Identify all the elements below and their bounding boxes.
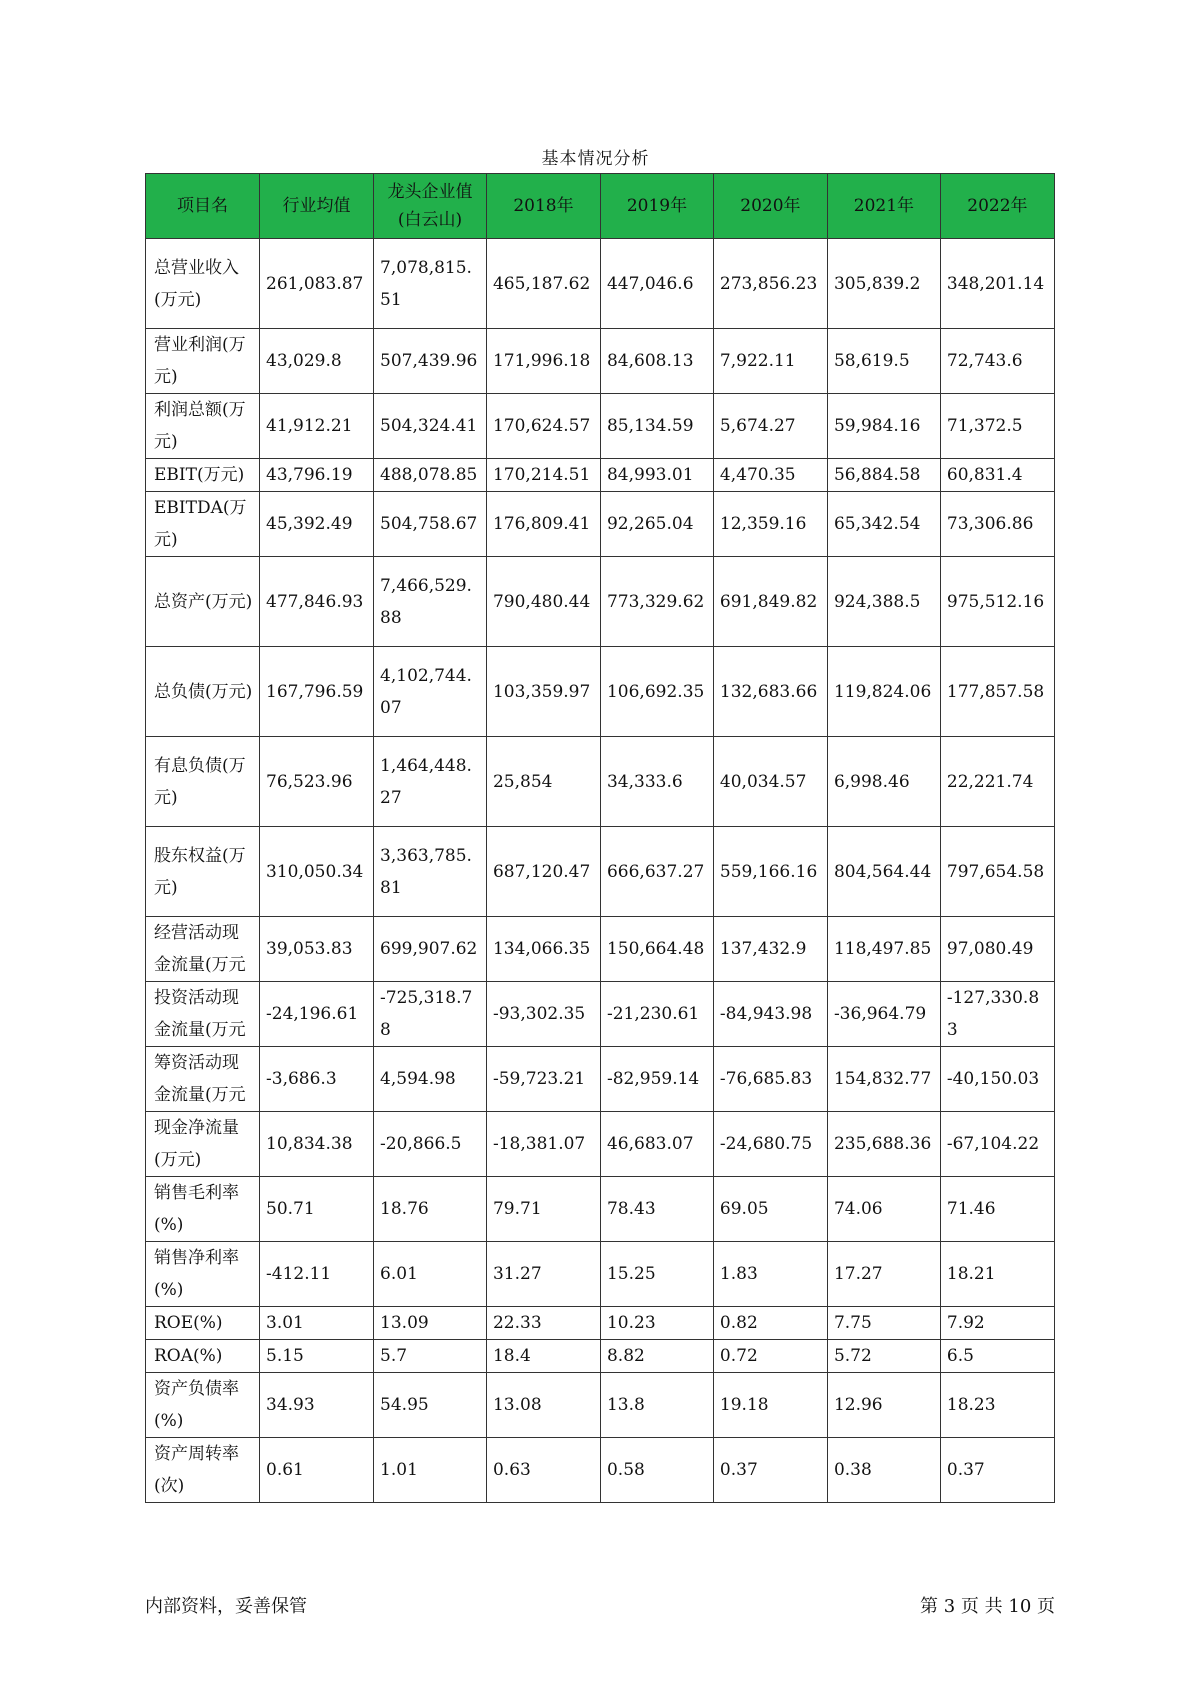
row-value-cell: 18.76	[374, 1177, 487, 1242]
row-value-cell: 65,342.54	[827, 492, 940, 557]
row-value-cell: 3.01	[260, 1307, 374, 1340]
row-value-cell: -40,150.03	[940, 1047, 1054, 1112]
row-value-cell: 31.27	[486, 1242, 600, 1307]
row-value-cell: 19.18	[713, 1373, 827, 1438]
row-value-cell: 687,120.47	[486, 827, 600, 917]
row-value-cell: 261,083.87	[260, 239, 374, 329]
row-item-name: EBITDA(万元)	[146, 492, 260, 557]
row-value-cell: 7.75	[827, 1307, 940, 1340]
row-value-cell: 559,166.16	[713, 827, 827, 917]
table-header-row	[146, 174, 1055, 239]
row-value-cell: 119,824.06	[827, 647, 940, 737]
row-value-cell: 4,102,744.07	[374, 647, 487, 737]
table-row	[146, 827, 1055, 917]
row-value-cell: 0.38	[827, 1438, 940, 1503]
table-row	[146, 982, 1055, 1047]
row-value-cell: 60,831.4	[940, 459, 1054, 492]
row-value-cell: 235,688.36	[827, 1112, 940, 1177]
row-value-cell: -412.11	[260, 1242, 374, 1307]
header-year-2020: 2020年	[713, 174, 827, 239]
row-value-cell: 804,564.44	[827, 827, 940, 917]
row-value-cell: 504,758.67	[374, 492, 487, 557]
row-value-cell: 41,912.21	[260, 394, 374, 459]
row-value-cell: 0.58	[600, 1438, 713, 1503]
row-value-cell: 34.93	[260, 1373, 374, 1438]
row-item-name: 总营业收入(万元)	[146, 239, 260, 329]
header-item-name: 项目名	[146, 174, 260, 239]
row-value-cell: 25,854	[486, 737, 600, 827]
row-value-cell: 1.01	[374, 1438, 487, 1503]
row-value-cell: 106,692.35	[600, 647, 713, 737]
row-value-cell: 477,846.93	[260, 557, 374, 647]
row-item-name: 资产负债率(%)	[146, 1373, 260, 1438]
row-value-cell: 54.95	[374, 1373, 487, 1438]
row-value-cell: 18.4	[486, 1340, 600, 1373]
row-value-cell: 6.01	[374, 1242, 487, 1307]
row-value-cell: 171,996.18	[486, 329, 600, 394]
row-value-cell: 4,594.98	[374, 1047, 487, 1112]
row-value-cell: 39,053.83	[260, 917, 374, 982]
row-value-cell: 13.08	[486, 1373, 600, 1438]
row-item-name: 销售毛利率(%)	[146, 1177, 260, 1242]
row-value-cell: 137,432.9	[713, 917, 827, 982]
row-value-cell: 0.72	[713, 1340, 827, 1373]
row-value-cell: 43,796.19	[260, 459, 374, 492]
row-value-cell: 8.82	[600, 1340, 713, 1373]
row-value-cell: 18.21	[940, 1242, 1054, 1307]
row-value-cell: 691,849.82	[713, 557, 827, 647]
row-value-cell: 69.05	[713, 1177, 827, 1242]
row-value-cell: 0.37	[713, 1438, 827, 1503]
row-item-name: 筹资活动现金流量(万元	[146, 1047, 260, 1112]
row-value-cell: 348,201.14	[940, 239, 1054, 329]
row-item-name: 营业利润(万元)	[146, 329, 260, 394]
row-value-cell: 507,439.96	[374, 329, 487, 394]
row-item-name: EBIT(万元)	[146, 459, 260, 492]
row-value-cell: 7,078,815.51	[374, 239, 487, 329]
row-value-cell: 3,363,785.81	[374, 827, 487, 917]
header-year-2019: 2019年	[600, 174, 713, 239]
row-value-cell: 12,359.16	[713, 492, 827, 557]
row-value-cell: 273,856.23	[713, 239, 827, 329]
row-value-cell: 71.46	[940, 1177, 1054, 1242]
row-item-name: ROA(%)	[146, 1340, 260, 1373]
row-value-cell: 50.71	[260, 1177, 374, 1242]
row-value-cell: 924,388.5	[827, 557, 940, 647]
row-value-cell: 79.71	[486, 1177, 600, 1242]
row-item-name: 股东权益(万元)	[146, 827, 260, 917]
row-value-cell: 447,046.6	[600, 239, 713, 329]
row-value-cell: 15.25	[600, 1242, 713, 1307]
table-row	[146, 1112, 1055, 1177]
row-value-cell: 5.15	[260, 1340, 374, 1373]
row-value-cell: 5,674.27	[713, 394, 827, 459]
row-value-cell: 5.72	[827, 1340, 940, 1373]
row-value-cell: 43,029.8	[260, 329, 374, 394]
row-value-cell: 13.8	[600, 1373, 713, 1438]
row-value-cell: 132,683.66	[713, 647, 827, 737]
row-value-cell: 58,619.5	[827, 329, 940, 394]
table-row	[146, 459, 1055, 492]
row-value-cell: -76,685.83	[713, 1047, 827, 1112]
row-value-cell: 699,907.62	[374, 917, 487, 982]
table-row	[146, 557, 1055, 647]
table-row	[146, 239, 1055, 329]
row-value-cell: -24,196.61	[260, 982, 374, 1047]
row-value-cell: 154,832.77	[827, 1047, 940, 1112]
row-value-cell: 45,392.49	[260, 492, 374, 557]
row-value-cell: 310,050.34	[260, 827, 374, 917]
row-value-cell: 6,998.46	[827, 737, 940, 827]
row-value-cell: 56,884.58	[827, 459, 940, 492]
page-number: 第 3 页 共 10 页	[920, 1596, 1055, 1617]
row-value-cell: 1,464,448.27	[374, 737, 487, 827]
table-row	[146, 1047, 1055, 1112]
table-row	[146, 647, 1055, 737]
row-value-cell: 975,512.16	[940, 557, 1054, 647]
row-value-cell: 71,372.5	[940, 394, 1054, 459]
row-value-cell: -127,330.83	[940, 982, 1054, 1047]
row-value-cell: 22,221.74	[940, 737, 1054, 827]
row-value-cell: 797,654.58	[940, 827, 1054, 917]
table-row	[146, 1373, 1055, 1438]
table-row	[146, 1177, 1055, 1242]
row-value-cell: 150,664.48	[600, 917, 713, 982]
financial-analysis-table	[145, 173, 1055, 1503]
table-row	[146, 1307, 1055, 1340]
row-value-cell: -67,104.22	[940, 1112, 1054, 1177]
row-value-cell: -59,723.21	[486, 1047, 600, 1112]
row-value-cell: -725,318.78	[374, 982, 487, 1047]
row-value-cell: 773,329.62	[600, 557, 713, 647]
row-value-cell: 465,187.62	[486, 239, 600, 329]
row-item-name: 利润总额(万元)	[146, 394, 260, 459]
row-value-cell: 0.63	[486, 1438, 600, 1503]
row-value-cell: 0.37	[940, 1438, 1054, 1503]
row-value-cell: 305,839.2	[827, 239, 940, 329]
row-item-name: 总资产(万元)	[146, 557, 260, 647]
row-value-cell: 170,214.51	[486, 459, 600, 492]
table-row	[146, 1340, 1055, 1373]
row-item-name: 投资活动现金流量(万元	[146, 982, 260, 1047]
row-value-cell: -36,964.79	[827, 982, 940, 1047]
table-row	[146, 917, 1055, 982]
row-value-cell: 12.96	[827, 1373, 940, 1438]
row-value-cell: 34,333.6	[600, 737, 713, 827]
row-value-cell: 1.83	[713, 1242, 827, 1307]
row-value-cell: 18.23	[940, 1373, 1054, 1438]
row-value-cell: 7,466,529.88	[374, 557, 487, 647]
table-body	[146, 239, 1055, 1503]
row-value-cell: 0.82	[713, 1307, 827, 1340]
row-item-name: 有息负债(万元)	[146, 737, 260, 827]
row-value-cell: 84,608.13	[600, 329, 713, 394]
row-value-cell: 167,796.59	[260, 647, 374, 737]
row-value-cell: 74.06	[827, 1177, 940, 1242]
row-value-cell: -84,943.98	[713, 982, 827, 1047]
row-value-cell: 118,497.85	[827, 917, 940, 982]
row-value-cell: -93,302.35	[486, 982, 600, 1047]
row-value-cell: 97,080.49	[940, 917, 1054, 982]
row-value-cell: 73,306.86	[940, 492, 1054, 557]
table-row	[146, 1242, 1055, 1307]
row-item-name: ROE(%)	[146, 1307, 260, 1340]
row-item-name: 经营活动现金流量(万元	[146, 917, 260, 982]
header-year-2018: 2018年	[486, 174, 600, 239]
row-value-cell: 10,834.38	[260, 1112, 374, 1177]
table-row	[146, 492, 1055, 557]
row-value-cell: 790,480.44	[486, 557, 600, 647]
header-year-2022: 2022年	[940, 174, 1054, 239]
row-value-cell: -82,959.14	[600, 1047, 713, 1112]
row-value-cell: 72,743.6	[940, 329, 1054, 394]
row-value-cell: 176,809.41	[486, 492, 600, 557]
table-row	[146, 394, 1055, 459]
row-item-name: 资产周转率(次)	[146, 1438, 260, 1503]
row-value-cell: 78.43	[600, 1177, 713, 1242]
row-item-name: 总负债(万元)	[146, 647, 260, 737]
row-value-cell: 0.61	[260, 1438, 374, 1503]
header-industry-average: 行业均值	[260, 174, 374, 239]
table-row	[146, 1438, 1055, 1503]
row-value-cell: -24,680.75	[713, 1112, 827, 1177]
row-value-cell: 7.92	[940, 1307, 1054, 1340]
row-value-cell: 666,637.27	[600, 827, 713, 917]
row-value-cell: 504,324.41	[374, 394, 487, 459]
row-value-cell: 59,984.16	[827, 394, 940, 459]
row-item-name: 销售净利率(%)	[146, 1242, 260, 1307]
table-row	[146, 737, 1055, 827]
row-value-cell: 6.5	[940, 1340, 1054, 1373]
confidentiality-note: 内部资料，妥善保管	[145, 1596, 307, 1617]
header-year-2021: 2021年	[827, 174, 940, 239]
row-value-cell: 46,683.07	[600, 1112, 713, 1177]
row-value-cell: 5.7	[374, 1340, 487, 1373]
row-value-cell: 40,034.57	[713, 737, 827, 827]
row-value-cell: 76,523.96	[260, 737, 374, 827]
row-value-cell: 92,265.04	[600, 492, 713, 557]
page-title: 基本情况分析	[541, 149, 650, 169]
row-value-cell: 170,624.57	[486, 394, 600, 459]
row-value-cell: 13.09	[374, 1307, 487, 1340]
row-value-cell: 84,993.01	[600, 459, 713, 492]
row-value-cell: -18,381.07	[486, 1112, 600, 1177]
table-row	[146, 329, 1055, 394]
row-value-cell: 10.23	[600, 1307, 713, 1340]
header-leader-value: 龙头企业值(白云山)	[374, 174, 487, 239]
row-value-cell: -21,230.61	[600, 982, 713, 1047]
row-value-cell: -20,866.5	[374, 1112, 487, 1177]
row-value-cell: 103,359.97	[486, 647, 600, 737]
row-value-cell: 488,078.85	[374, 459, 487, 492]
row-value-cell: 85,134.59	[600, 394, 713, 459]
row-value-cell: 134,066.35	[486, 917, 600, 982]
row-value-cell: 17.27	[827, 1242, 940, 1307]
row-value-cell: -3,686.3	[260, 1047, 374, 1112]
row-value-cell: 4,470.35	[713, 459, 827, 492]
row-value-cell: 22.33	[486, 1307, 600, 1340]
row-value-cell: 177,857.58	[940, 647, 1054, 737]
row-item-name: 现金净流量(万元)	[146, 1112, 260, 1177]
row-value-cell: 7,922.11	[713, 329, 827, 394]
